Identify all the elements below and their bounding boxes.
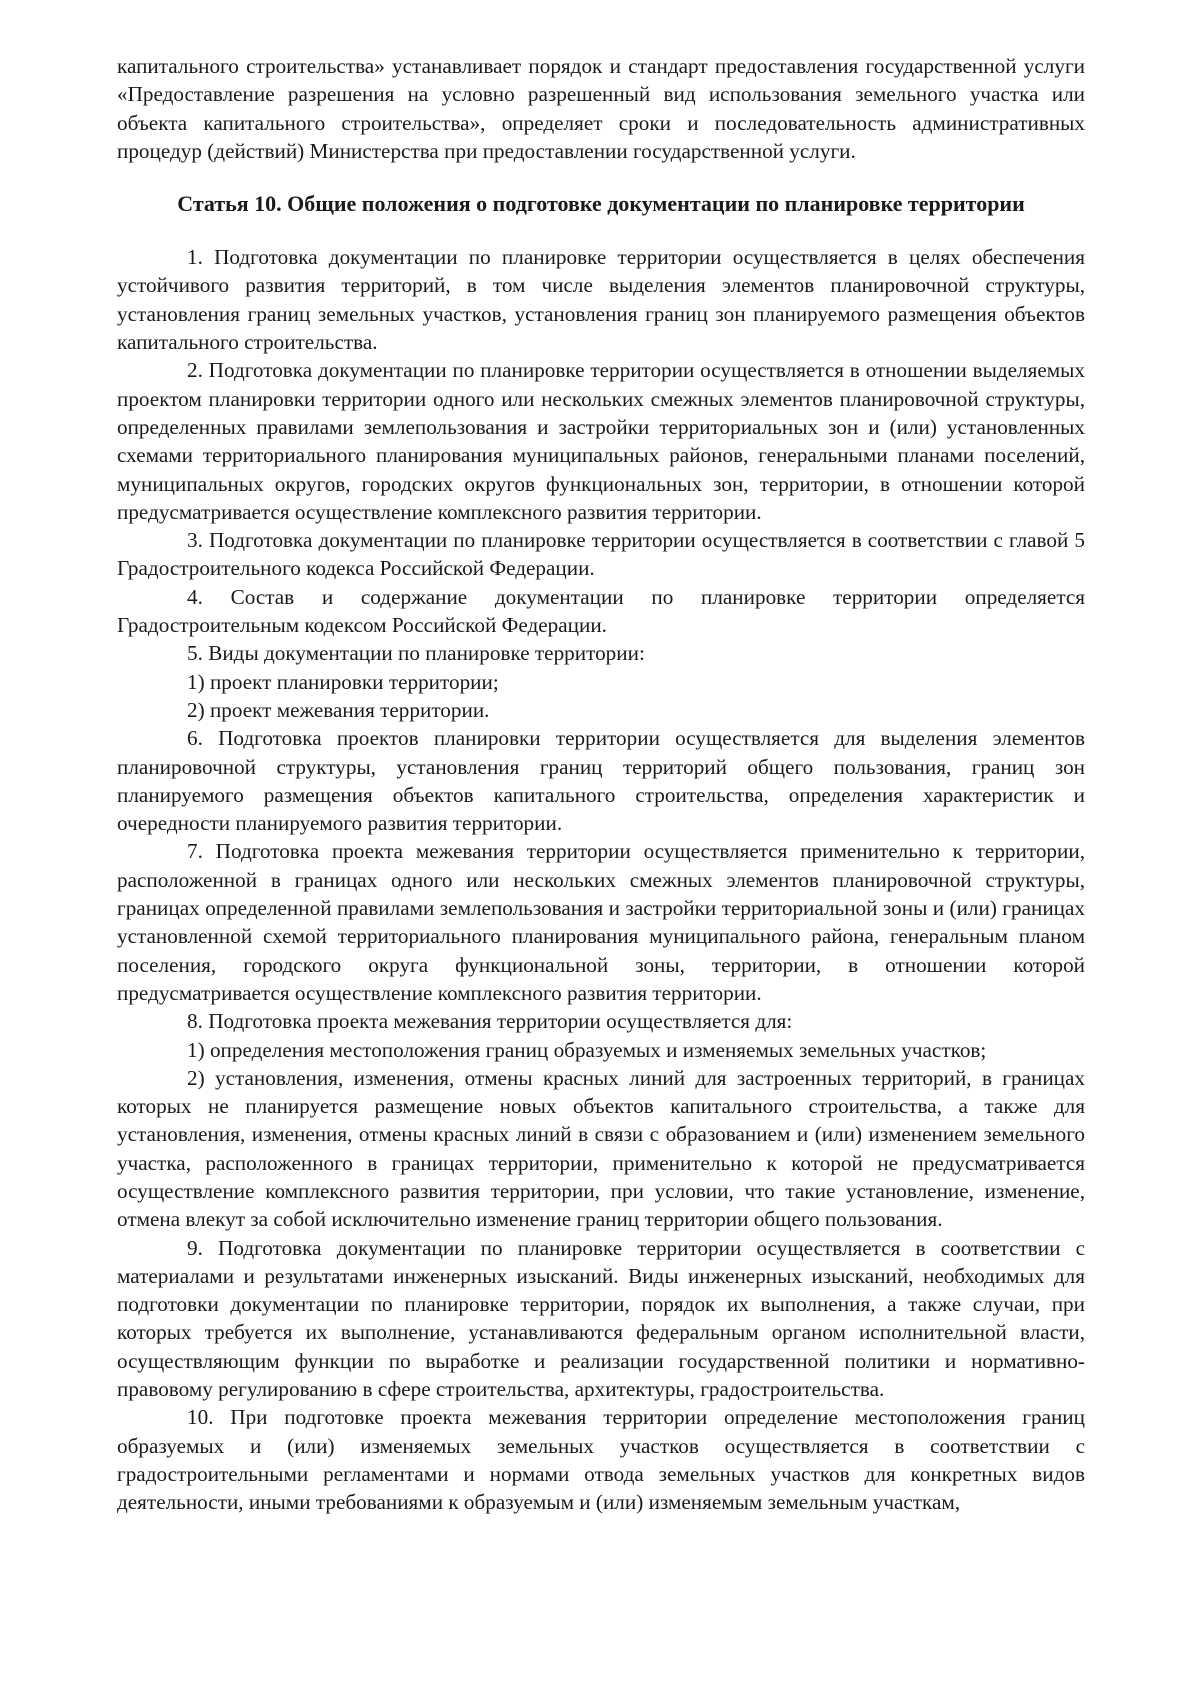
intro-paragraph: капитального строительства» устанавливает порядок и стандарт предоставления государственной услуги «Предоставление разрешения на условно разрешенный вид использования земельного участка или объекта капитального строительства», определяет сроки и последовательность административных процедур (действий) Министерства при предоставлении государственной услуги.	[117, 54, 1085, 163]
paragraph-3: 3. Подготовка документации по планировке территории осуществляется в соответствии с главой 5 Градостроительного кодекса Российской Федерации.	[117, 528, 1085, 581]
paragraph-5-item-2: 2) проект межевания территории.	[187, 697, 490, 722]
paragraph-8: 8. Подготовка проекта межевания территории осуществляется для:	[187, 1009, 793, 1034]
paragraph-2: 2. Подготовка документации по планировке территории осуществляется в отношении выделяемых проектом планировки территории одного или нескольких смежных элементов планировочной структуры, определенных правилами землепользования и застройки территориальных зон и (или) установленных схемами территориального планирования муниципальных районов, генеральными планами поселений, муниципальных округов, городских округов функциональных зон, территории, в отношении которой предусматривается осуществление комплексного развития территории.	[117, 358, 1085, 524]
paragraph-8-item-1: 1) определения местоположения границ образуемых и изменяемых земельных участков;	[187, 1037, 987, 1062]
paragraph-10: 10. При подготовке проекта межевания территории определение местоположения границ образуемых и (или) изменяемых земельных участков осуществляется в соответствии с градостроительными регламентами и нормами отвода земельных участков для конкретных видов деятельности, иными требованиями к образуемым и (или) изменяемым земельным участкам,	[117, 1405, 1085, 1515]
paragraph-9: 9. Подготовка документации по планировке территории осуществляется в соответствии с материалами и результатами инженерных изысканий. Виды инженерных изысканий, необходимых для подготовки документации по планировке территории, порядок их выполнения, а также случаи, при которых требуется их выполнение, устанавливаются федеральным органом исполнительной власти, осуществляющим функции по выработке и реализации государственной политики и нормативно-правовому регулированию в сфере строительства, архитектуры, градостроительства.	[117, 1235, 1085, 1402]
paragraph-6: 6. Подготовка проектов планировки территории осуществляется для выделения элементов планировочной структуры, установления границ территорий общего пользования, границ зон планируемого размещения объектов капитального строительства, определения характеристик и очередности планируемого развития территории.	[117, 726, 1085, 836]
paragraph-7: 7. Подготовка проекта межевания территории осуществляется применительно к территории, расположенной в границах одного или нескольких смежных элементов планировочной структуры, границах определенной правилами землепользования и застройки территориальной зоны и (или) границах установленной схемой территориального планирования муниципального района, генеральным планом поселения, городского округа функциональной зоны, территории, в отношении которой предусматривается осуществление комплексного развития территории.	[117, 839, 1085, 1005]
paragraph-5: 5. Виды документации по планировке территории:	[187, 641, 645, 666]
paragraph-8-item-2: 2) установления, изменения, отмены красных линий для застроенных территорий, в границах которых не планируется размещение новых объектов капитального строительства, а также для установления, изменения, отмены красных линий в связи с образованием и (или) изменением земельного участка, расположенного в границах территории, применительно к которой не предусматривается осуществление комплексного развития территории, при условии, что такие установление, изменение, отмена влекут за собой исключительно изменение границ территории общего пользования.	[117, 1065, 1085, 1232]
document-page	[117, 52, 1085, 1517]
paragraph-4: 4. Состав и содержание документации по планировке территории определяется Градостроительным кодексом Российской Федерации.	[117, 584, 1085, 638]
article-heading: Статья 10. Общие положения о подготовке документации по планировке территории	[177, 191, 1025, 217]
paragraph-5-item-1: 1) проект планировки территории;	[187, 669, 499, 694]
paragraph-1: 1. Подготовка документации по планировке территории осуществляется в целях обеспечения устойчивого развития территорий, в том числе выделения элементов планировочной структуры, установления границ земельных участков, установления границ зон планируемого размещения объектов капитального строительства.	[117, 245, 1085, 355]
